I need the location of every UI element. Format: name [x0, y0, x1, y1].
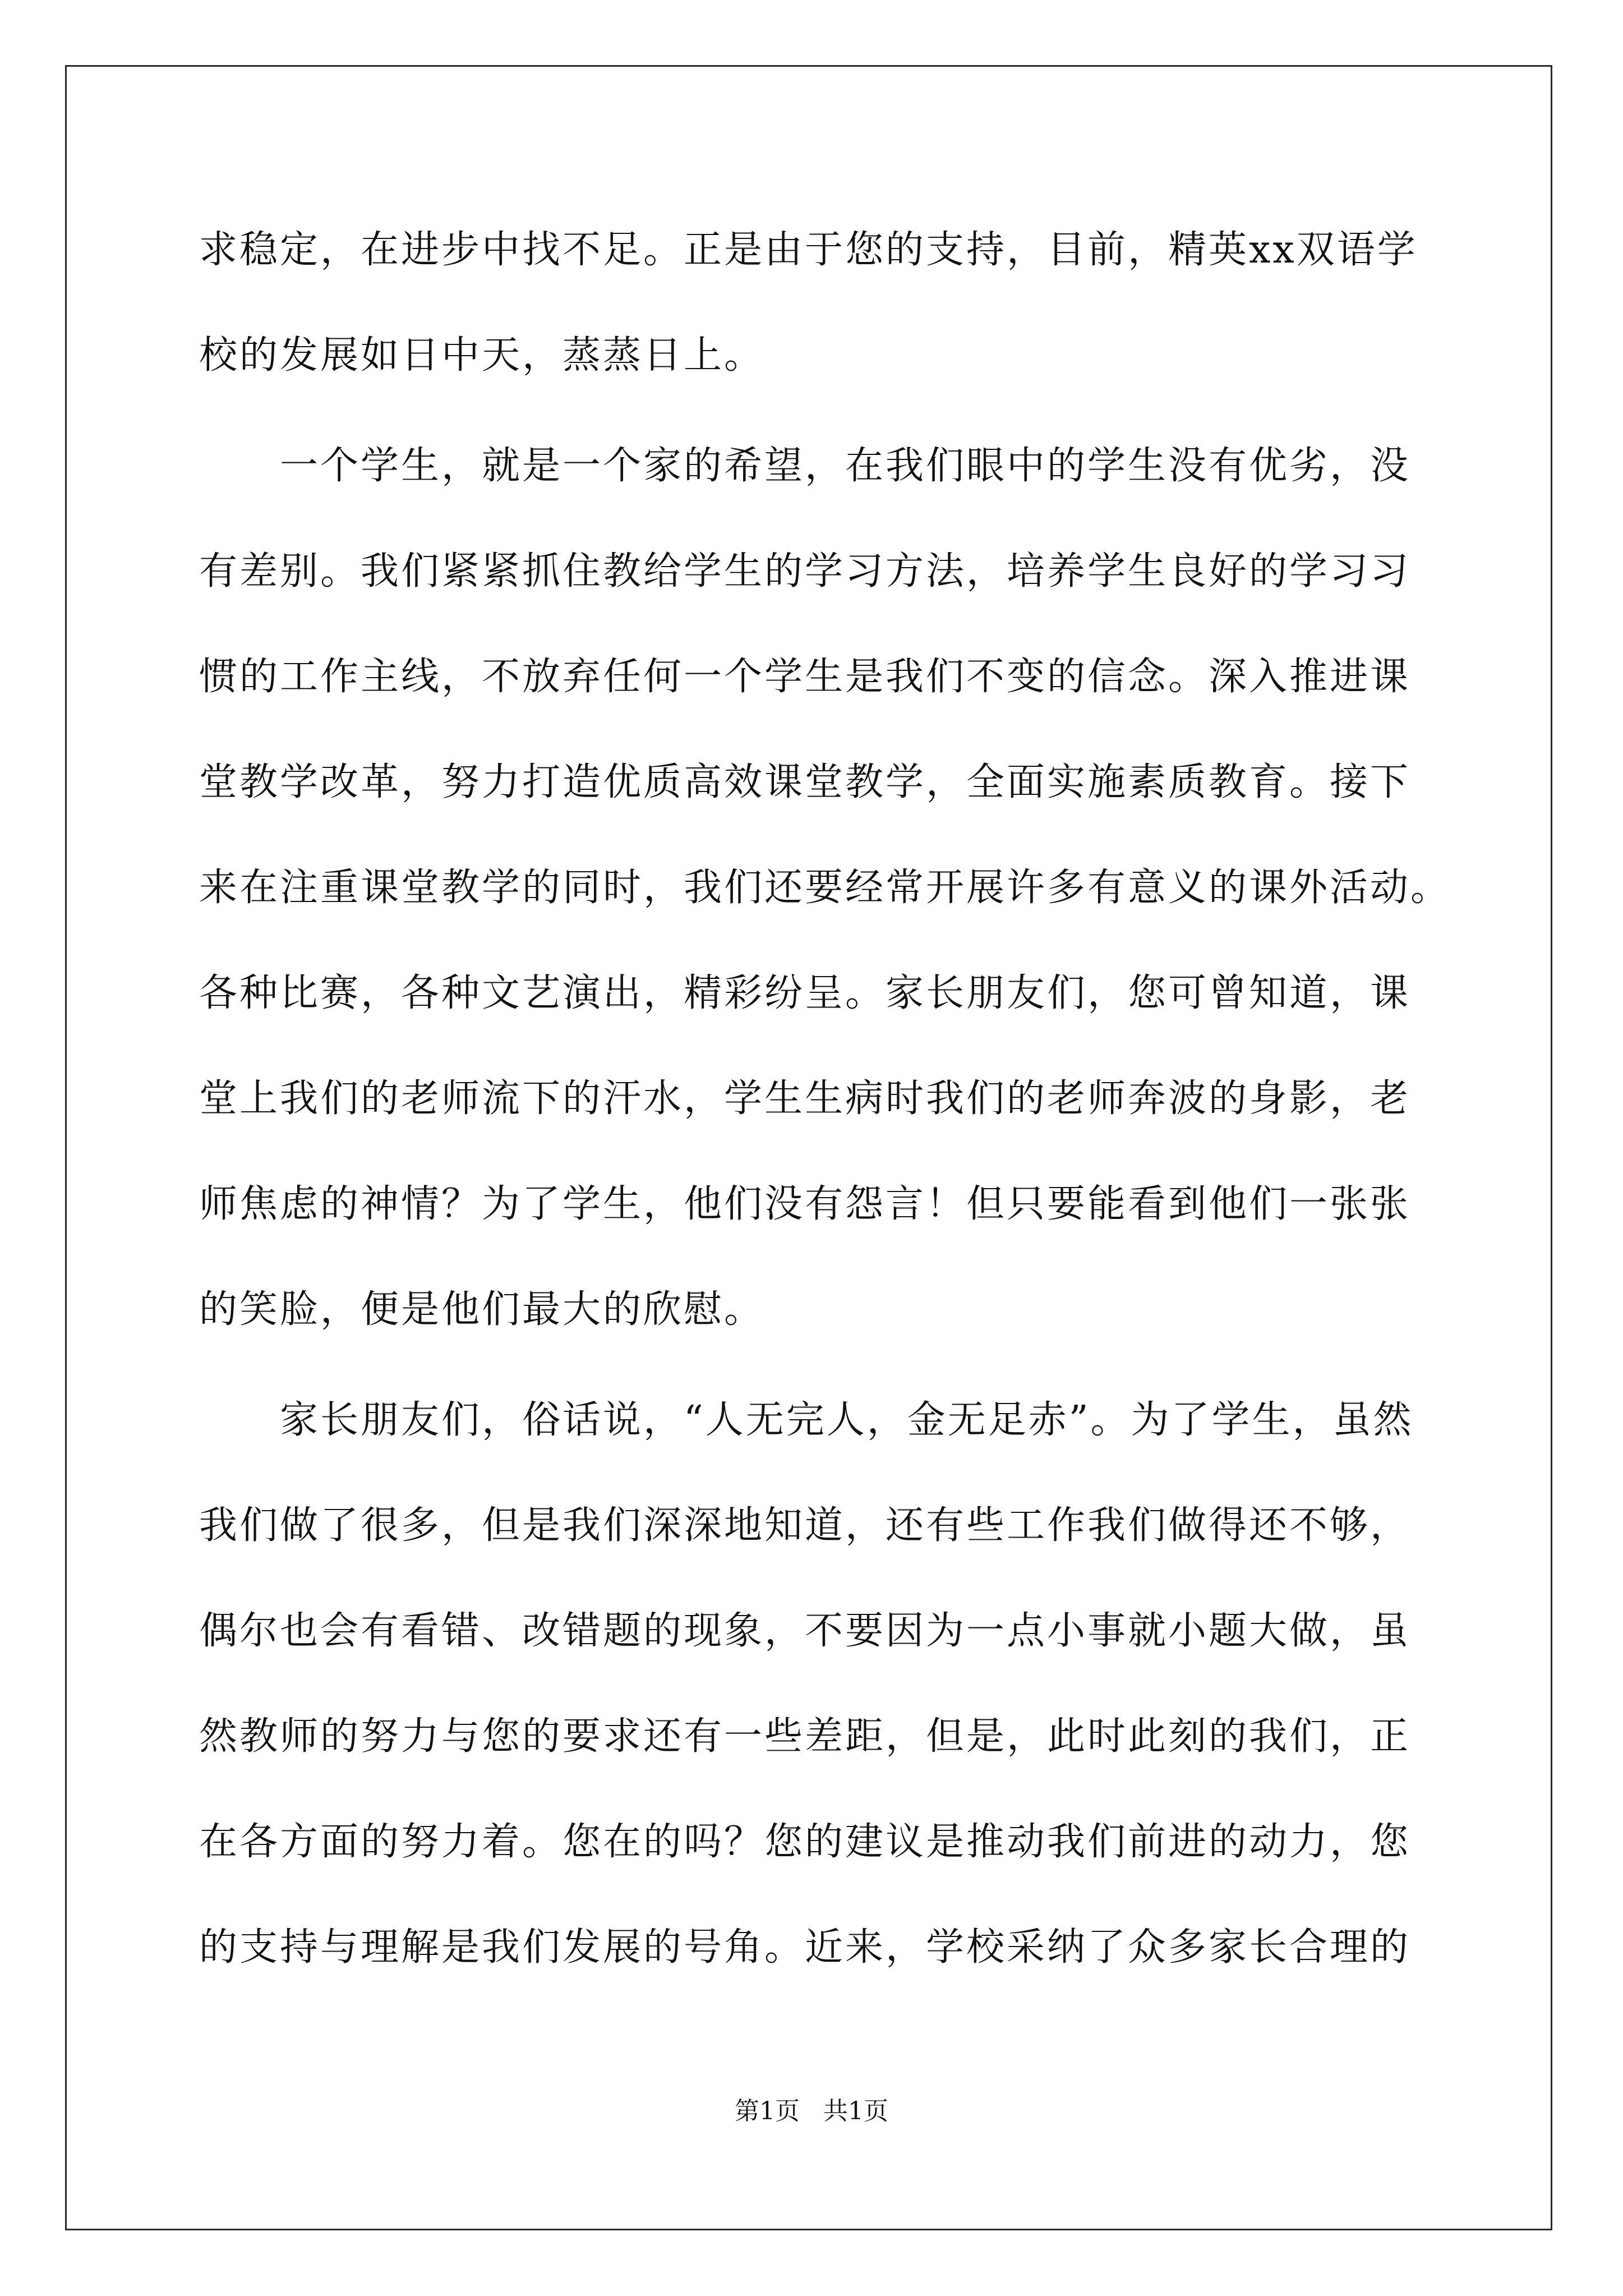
- page-border: [65, 65, 1552, 2230]
- text-line: 在各方面的努力着。您在的吗？您的建议是推动我们前进的动力，您: [199, 1820, 1411, 1864]
- text-line: 偶尔也会有看错、改错题的现象，不要因为一点小事就小题大做，虽: [199, 1609, 1411, 1653]
- text-line: 各种比赛，各种文艺演出，精彩纷呈。家长朋友们，您可曾知道，课: [199, 971, 1411, 1015]
- text-line: 来在注重课堂教学的同时，我们还要经常开展许多有意义的课外活动。: [199, 866, 1451, 910]
- text-line: 校的发展如日中天，蒸蒸日上。: [199, 333, 765, 378]
- text-line: 我们做了很多，但是我们深深地知道，还有些工作我们做得还不够，: [199, 1503, 1411, 1548]
- text-line: 的笑脸，便是他们最大的欣慰。: [199, 1287, 765, 1332]
- text-line: 的支持与理解是我们发展的号角。近来，学校采纳了众多家长合理的: [199, 1925, 1411, 1970]
- text-line: 堂上我们的老师流下的汗水，学生生病时我们的老师奔波的身影，老: [199, 1076, 1411, 1121]
- text-line: 家长朋友们，俗话说，“人无完人，金无足赤”。为了学生，虽然: [199, 1398, 1414, 1442]
- text-line: 一个学生，就是一个家的希望，在我们眼中的学生没有优劣，没: [199, 444, 1411, 488]
- text-line: 求稳定，在进步中找不足。正是由于您的支持，目前，精英xx双语学: [199, 228, 1418, 272]
- text-line: 师焦虑的神情？为了学生，他们没有怨言！但只要能看到他们一张张: [199, 1182, 1411, 1226]
- page-number-footer: 第1页 共1页: [735, 2097, 888, 2125]
- text-line: 惯的工作主线，不放弃任何一个学生是我们不变的信念。深入推进课: [199, 655, 1411, 699]
- text-line: 有差别。我们紧紧抓住教给学生的学习方法，培养学生良好的学习习: [199, 549, 1411, 593]
- text-line: 然教师的努力与您的要求还有一些差距，但是，此时此刻的我们，正: [199, 1714, 1411, 1759]
- text-line: 堂教学改革，努力打造优质高效课堂教学，全面实施素质教育。接下: [199, 760, 1411, 804]
